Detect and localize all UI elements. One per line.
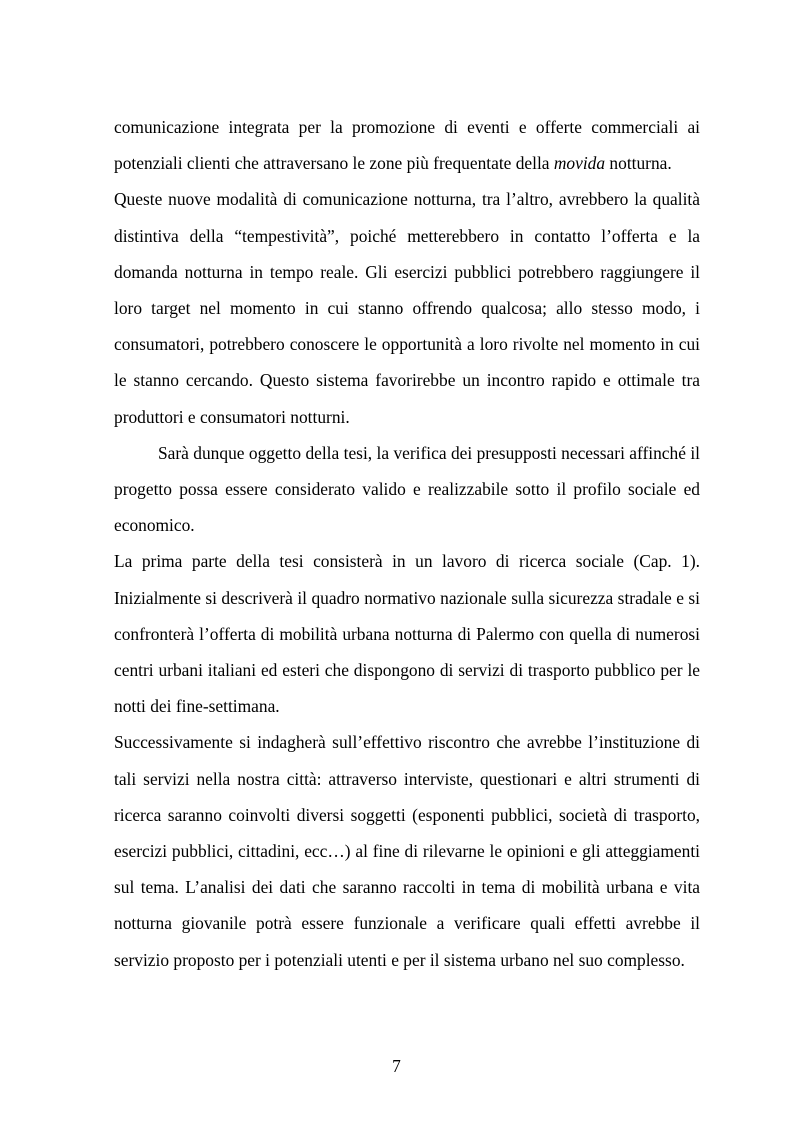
paragraph-3: Sarà dunque oggetto della tesi, la verifica dei presupposti necessari affinché il progetto possa essere considerato valido e realizzabile sotto il profilo sociale ed economico. <box>114 442 700 536</box>
paragraph-1-emphasis: movida <box>553 153 606 174</box>
paragraph-2: Queste nuove modalità di comunicazione notturna, tra l’altro, avrebbero la qualità distintiva della “tempestività”, poiché metterebbero in contatto l’offerta e la domanda notturna in tempo reale. Gli esercizi pubblici potrebbero raggiungere il loro target nel momento in cui stanno offrendo qualcosa; allo stesso modo, i consumatori, potrebbero conoscere le opportunità a loro rivolte nel momento in cui le stanno cercando. Questo sistema favorirebbe un incontro rapido e ottimale tra produttori e consumatori notturni. <box>114 189 700 427</box>
paragraph-continuation <box>114 109 700 181</box>
page-number: 7 <box>392 1056 401 1076</box>
paragraph-1-text-before: comunicazione integrata per la promozione di eventi e offerte commerciali ai potenziali clienti che attraversano le zone più frequentate della <box>114 117 700 174</box>
paragraph-1-text-after: notturna. <box>605 153 672 174</box>
paragraph-4: La prima parte della tesi consisterà in un lavoro di ricerca sociale (Cap. 1). Inizialmente si descriverà il quadro normativo nazionale sulla sicurezza stradale e si confronterà l’offerta di mobilità urbana notturna di Palermo con quella di numerosi centri urbani italiani ed esteri che dispongono di servizi di trasporto pubblico per le notti dei fine-settimana. <box>114 551 700 717</box>
page-body <box>114 109 700 978</box>
paragraph-5: Successivamente si indagherà sull’effettivo riscontro che avrebbe l’instituzione di tali servizi nella nostra città: attraverso interviste, questionari e altri strumenti di ricerca saranno coinvolti diversi soggetti (esponenti pubblici, società di trasporto, esercizi pubblici, cittadini, ecc…) al fine di rilevarne le opinioni e gli atteggiamenti sul tema. L’analisi dei dati che saranno raccolti in tema di mobilità urbana e vita notturna giovanile potrà essere funzionale a verificare quali effetti avrebbe il servizio proposto per i potenziali utenti e per il sistema urbano nel suo complesso. <box>114 732 700 970</box>
